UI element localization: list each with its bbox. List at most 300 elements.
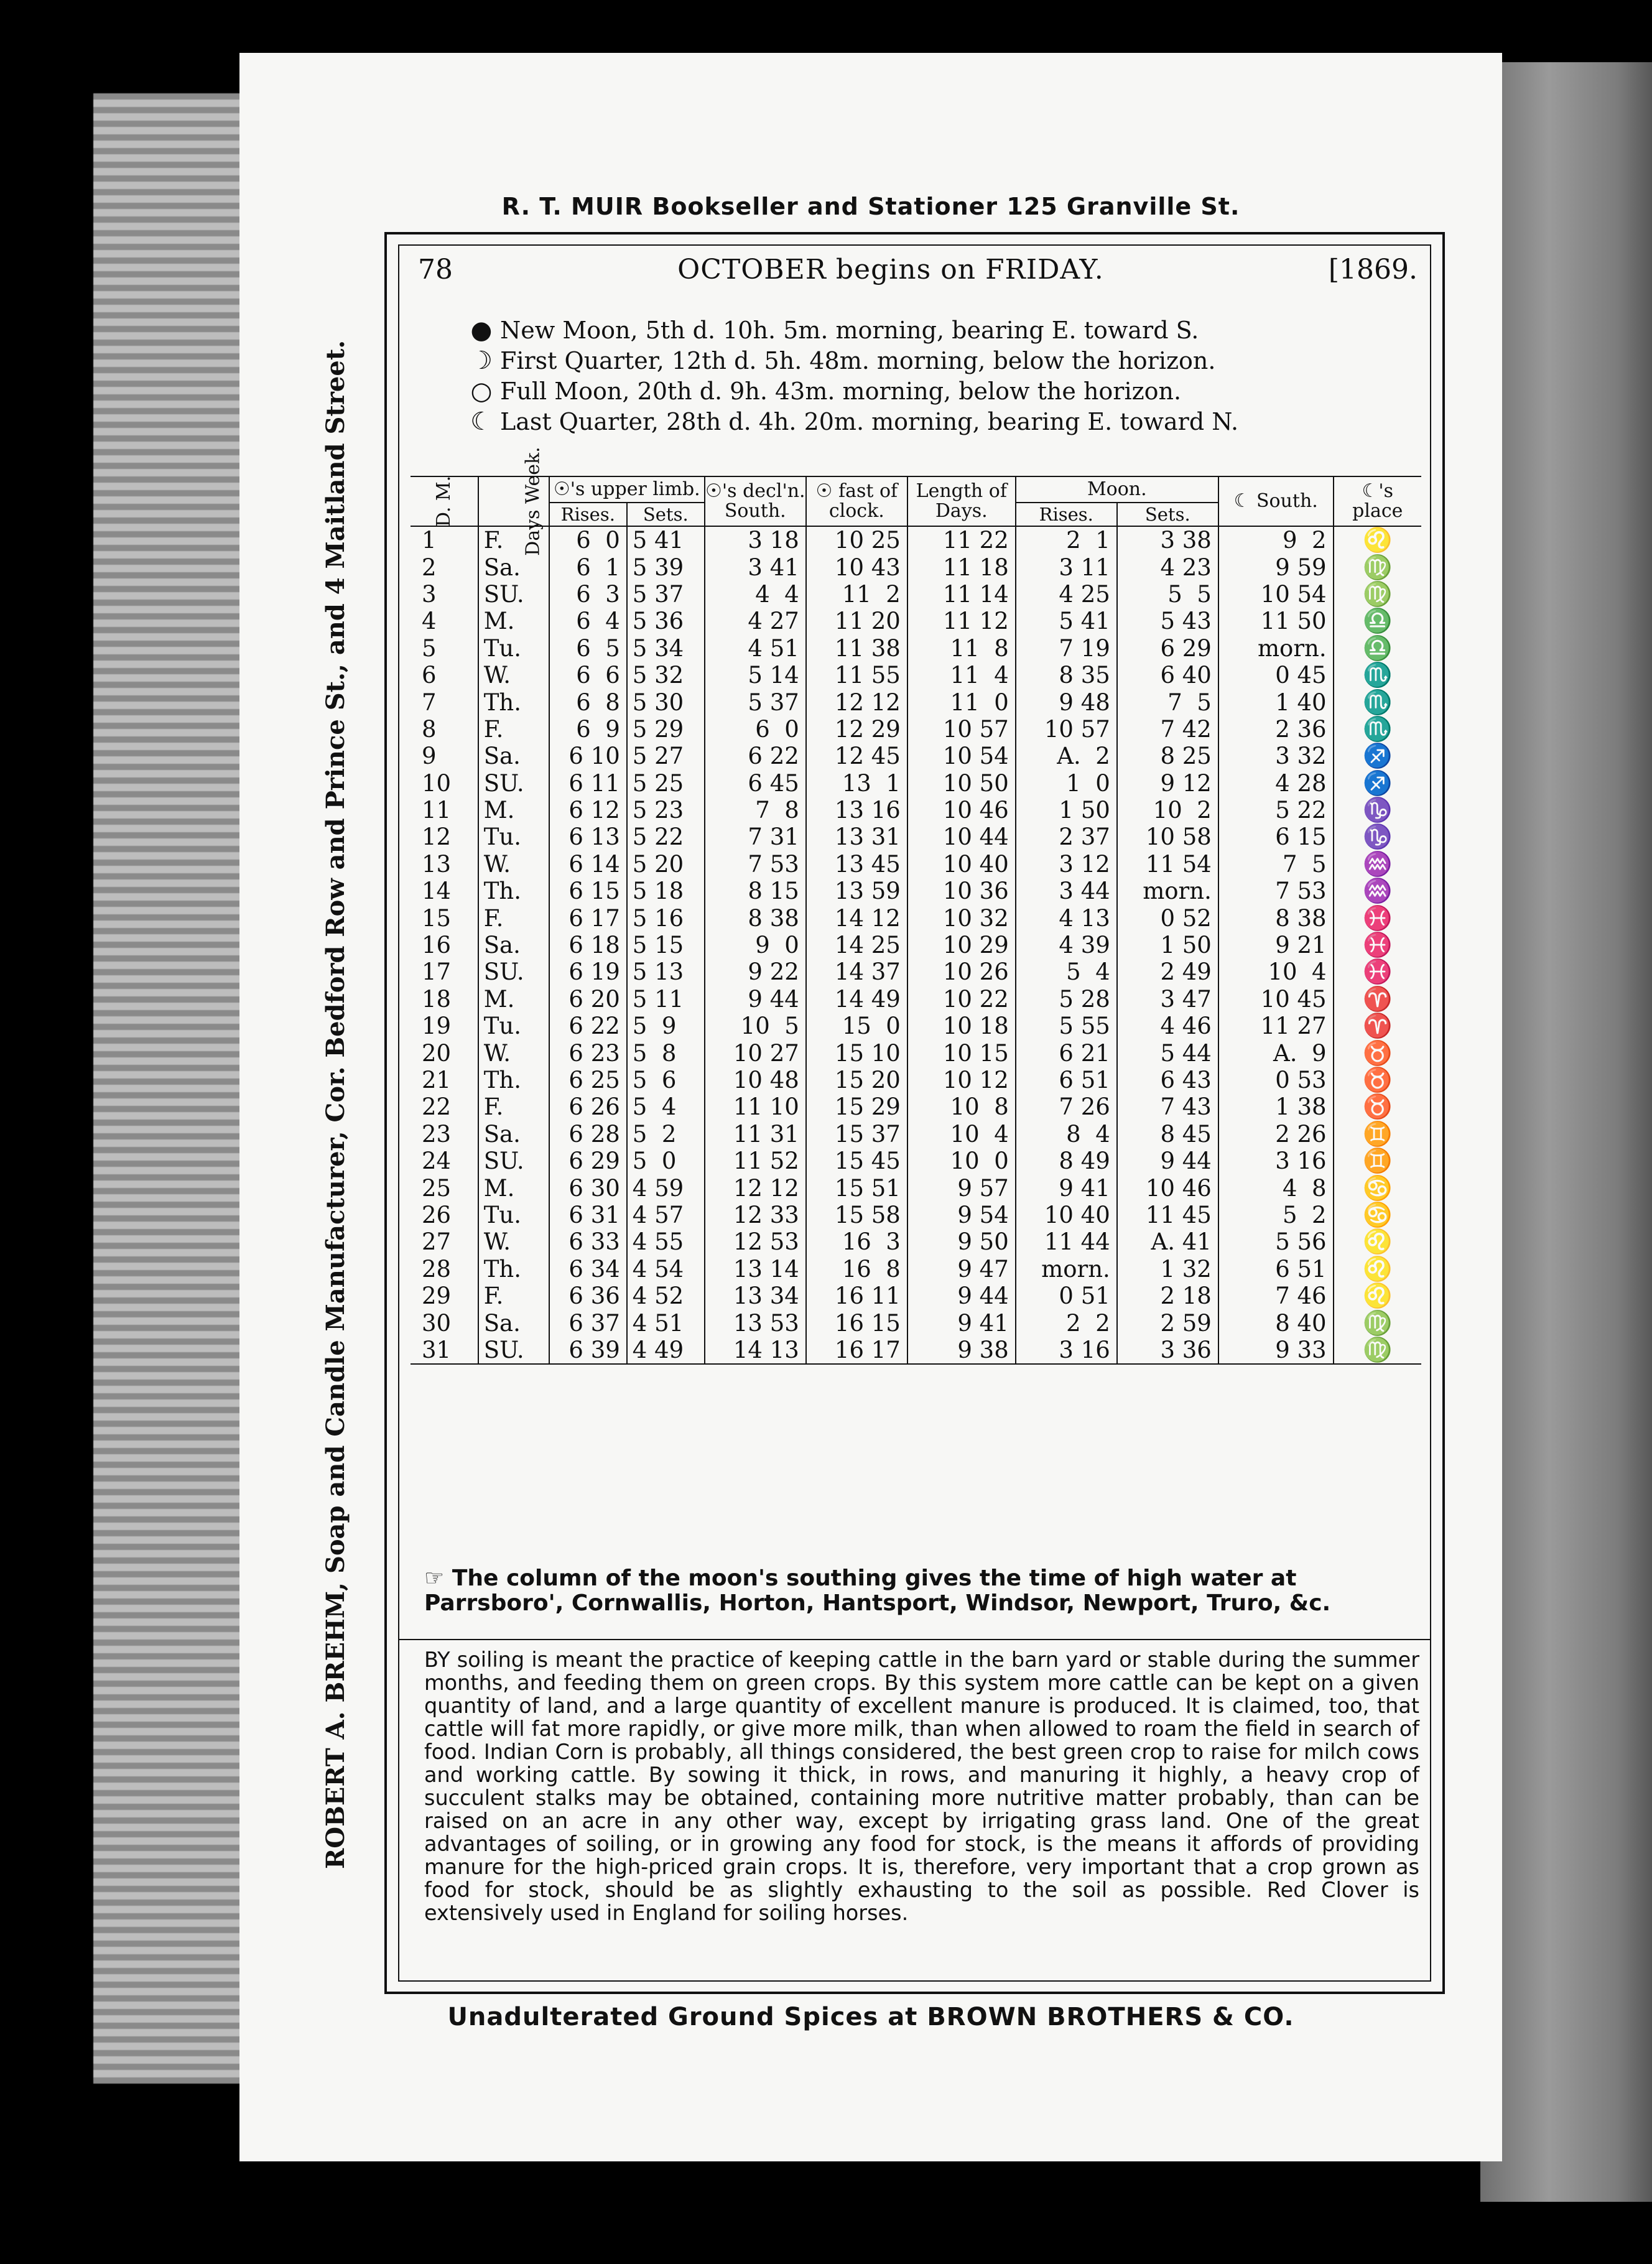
length-of-day-cell: 10 0 — [907, 1148, 1016, 1174]
sun-declination-cell: 4 27 — [705, 608, 806, 634]
moon-sets-cell: 6 40 — [1117, 662, 1218, 689]
sun-sets-cell: 4 57 — [627, 1202, 705, 1228]
sun-sets-cell: 5 8 — [627, 1039, 705, 1066]
day-of-week-cell: M. — [478, 1174, 549, 1201]
moon-south-cell: 10 54 — [1218, 581, 1334, 608]
sun-declination-cell: 6 0 — [705, 716, 806, 743]
day-of-week-cell: Sa. — [478, 1121, 549, 1148]
day-of-month-cell: 11 — [422, 797, 452, 824]
sun-rises-cell: 6 36 — [549, 1283, 627, 1309]
day-of-week-cell: Tu. — [478, 1013, 549, 1039]
sun-sets-cell: 5 20 — [627, 851, 705, 878]
moon-rises-cell: 11 44 — [1016, 1228, 1117, 1255]
phase-first-quarter — [468, 346, 1238, 376]
day-of-week-cell: W. — [478, 851, 549, 878]
length-of-day-cell: 10 29 — [907, 932, 1016, 958]
moon-south-cell: 2 36 — [1218, 716, 1334, 743]
moon-rises-cell: A. 2 — [1016, 743, 1117, 769]
moon-rises-cell: 3 11 — [1016, 554, 1117, 580]
sun-rises-cell: 6 0 — [549, 526, 627, 554]
moon-sets-cell: 7 42 — [1117, 716, 1218, 743]
length-of-day-cell: 11 4 — [907, 662, 1016, 689]
sun-sets-cell: 5 15 — [627, 932, 705, 958]
sun-rises-cell: 6 12 — [549, 797, 627, 823]
length-of-day-cell: 10 12 — [907, 1067, 1016, 1093]
almanac-frame — [384, 232, 1445, 1994]
day-of-week-cell: F. — [478, 1283, 549, 1309]
sun-fast-cell: 12 29 — [806, 716, 907, 743]
moon-sets-cell: A. 41 — [1117, 1228, 1218, 1255]
moon-sets-cell: 1 50 — [1117, 932, 1218, 958]
sun-sets-cell: 5 18 — [627, 878, 705, 904]
moon-south-cell: 9 2 — [1218, 526, 1334, 554]
table-row — [411, 635, 1421, 662]
table-row — [411, 1283, 1421, 1309]
moon-rises-cell: 5 4 — [1016, 958, 1117, 985]
sun-rises-cell: 6 34 — [549, 1256, 627, 1283]
sun-fast-cell: 15 37 — [806, 1121, 907, 1148]
day-of-month-cell: 19 — [422, 1013, 452, 1040]
sun-fast-cell: 13 59 — [806, 878, 907, 904]
sun-sets-cell: 5 4 — [627, 1093, 705, 1120]
day-of-month-cell: 1 — [422, 527, 437, 554]
day-of-month-cell: 5 — [422, 634, 437, 662]
day-of-month-cell: 15 — [422, 904, 452, 932]
sun-fast-cell: 15 58 — [806, 1202, 907, 1228]
col-sun-limb: ☉'s upper limb. — [549, 476, 705, 503]
sun-rises-cell: 6 14 — [549, 851, 627, 878]
sun-fast-cell: 15 51 — [806, 1174, 907, 1201]
moon-rises-cell: 7 26 — [1016, 1093, 1117, 1120]
sun-rises-cell: 6 9 — [549, 716, 627, 743]
sun-declination-cell: 8 38 — [705, 904, 806, 931]
moon-south-cell: 1 38 — [1218, 1093, 1334, 1120]
table-row — [411, 770, 1421, 797]
moon-south-cell: 5 2 — [1218, 1202, 1334, 1228]
moon-rises-cell: 8 4 — [1016, 1121, 1117, 1148]
phase-text: New Moon, 5th d. 10h. 5m. morning, bearing E. toward S. — [500, 317, 1199, 344]
moon-south-cell: 8 38 — [1218, 904, 1334, 931]
moon-place-cell: ♓ — [1334, 932, 1421, 958]
moon-rises-cell: 2 37 — [1016, 823, 1117, 850]
sun-declination-cell: 4 51 — [705, 635, 806, 662]
day-of-month-cell: 18 — [422, 985, 452, 1013]
sun-sets-cell: 4 54 — [627, 1256, 705, 1283]
sun-fast-cell: 15 20 — [806, 1067, 907, 1093]
moon-place-cell: ♌ — [1334, 526, 1421, 554]
sun-fast-cell: 16 17 — [806, 1337, 907, 1364]
sun-fast-cell: 15 29 — [806, 1093, 907, 1120]
moon-sets-cell: 1 32 — [1117, 1256, 1218, 1283]
almanac-inner-frame — [398, 244, 1431, 1982]
sun-rises-cell: 6 20 — [549, 986, 627, 1013]
moon-place-cell: ♎ — [1334, 635, 1421, 662]
divider — [399, 1639, 1430, 1640]
sun-declination-cell: 11 31 — [705, 1121, 806, 1148]
day-of-month-cell: 26 — [422, 1201, 452, 1228]
moon-rises-cell: 8 49 — [1016, 1148, 1117, 1174]
sun-fast-cell: 16 8 — [806, 1256, 907, 1283]
day-of-week-cell: F. — [478, 1093, 549, 1120]
sun-fast-cell: 14 12 — [806, 904, 907, 931]
footer-advert: Unadulterated Ground Spices at BROWN BROTHERS & CO. — [447, 2003, 1294, 2031]
sun-declination-cell: 7 8 — [705, 797, 806, 823]
sun-sets-cell: 5 39 — [627, 554, 705, 580]
sun-rises-cell: 6 3 — [549, 581, 627, 608]
day-of-week-cell: Sa. — [478, 554, 549, 580]
table-row — [411, 1067, 1421, 1093]
moon-rises-cell: 5 41 — [1016, 608, 1117, 634]
sun-rises-cell: 6 8 — [549, 689, 627, 715]
length-of-day-cell: 10 8 — [907, 1093, 1016, 1120]
moon-rises-cell: 10 57 — [1016, 716, 1117, 743]
col-fast-of-clock: ☉ fast of clock. — [806, 476, 907, 526]
sun-rises-cell: 6 1 — [549, 554, 627, 580]
moon-sets-cell: 3 47 — [1117, 986, 1218, 1013]
sun-fast-cell: 11 55 — [806, 662, 907, 689]
sun-fast-cell: 10 25 — [806, 526, 907, 554]
length-of-day-cell: 10 54 — [907, 743, 1016, 769]
sun-declination-cell: 10 5 — [705, 1013, 806, 1039]
sun-rises-cell: 6 28 — [549, 1121, 627, 1148]
day-of-week-cell: W. — [478, 1039, 549, 1066]
header-row — [411, 476, 1421, 503]
day-of-month-cell: 6 — [422, 662, 437, 689]
moon-south-cell: 3 32 — [1218, 743, 1334, 769]
length-of-day-cell: 10 46 — [907, 797, 1016, 823]
day-of-month-cell: 3 — [422, 580, 437, 608]
day-of-month-cell: 29 — [422, 1283, 452, 1310]
day-of-week-cell: Th. — [478, 1067, 549, 1093]
day-of-month-cell: 7 — [422, 689, 437, 716]
moon-place-cell: ♍ — [1334, 581, 1421, 608]
moon-place-cell: ♑ — [1334, 823, 1421, 850]
moon-south-cell: 9 59 — [1218, 554, 1334, 580]
length-of-day-cell: 10 40 — [907, 851, 1016, 878]
day-of-month-cell: 23 — [422, 1120, 452, 1148]
sun-sets-cell: 5 23 — [627, 797, 705, 823]
moon-south-cell: 8 40 — [1218, 1309, 1334, 1336]
sun-declination-cell: 6 22 — [705, 743, 806, 769]
table-row — [411, 1121, 1421, 1148]
moon-place-cell: ♏ — [1334, 716, 1421, 743]
table-row — [411, 608, 1421, 634]
day-of-week-cell: W. — [478, 662, 549, 689]
length-of-day-cell: 11 22 — [907, 526, 1016, 554]
sun-fast-cell: 13 16 — [806, 797, 907, 823]
moon-rises-cell: 7 19 — [1016, 635, 1117, 662]
sun-sets-cell: 5 34 — [627, 635, 705, 662]
moon-place-cell: ♎ — [1334, 608, 1421, 634]
sun-fast-cell: 10 43 — [806, 554, 907, 580]
moon-south-cell: 10 45 — [1218, 986, 1334, 1013]
moon-sets-cell: 5 44 — [1117, 1039, 1218, 1066]
table-row — [411, 1093, 1421, 1120]
sun-declination-cell: 14 13 — [705, 1337, 806, 1364]
sun-rises-cell: 6 30 — [549, 1174, 627, 1201]
table-row — [411, 581, 1421, 608]
moon-place-cell: ♒ — [1334, 878, 1421, 904]
sun-fast-cell: 13 31 — [806, 823, 907, 850]
moon-sets-cell: 2 59 — [1117, 1309, 1218, 1336]
length-of-day-cell: 10 36 — [907, 878, 1016, 904]
moon-place-cell: ♋ — [1334, 1174, 1421, 1201]
table-row — [411, 554, 1421, 580]
sun-sets-cell: 5 22 — [627, 823, 705, 850]
sun-fast-cell: 15 0 — [806, 1013, 907, 1039]
moon-sets-cell: 3 36 — [1117, 1337, 1218, 1364]
title-row — [418, 252, 1418, 287]
sun-rises-cell: 6 33 — [549, 1228, 627, 1255]
sun-declination-cell: 10 48 — [705, 1067, 806, 1093]
day-of-week-cell: SU. — [478, 1337, 549, 1364]
adjacent-pages-right — [1480, 62, 1652, 2202]
tide-note-text: The column of the moon's southing gives the time of high water at Parrsboro', Cornwallis, Horton, Hantsport, Windsor, Newport, Truro, &c. — [424, 1566, 1331, 1616]
sun-sets-cell: 5 25 — [627, 770, 705, 797]
table-row — [411, 932, 1421, 958]
day-of-month-cell: 31 — [411, 1337, 478, 1364]
moon-sets-cell: 10 58 — [1117, 823, 1218, 850]
sun-sets-cell: 4 55 — [627, 1228, 705, 1255]
moon-place-cell: ♋ — [1334, 1202, 1421, 1228]
moon-south-cell: 10 4 — [1218, 958, 1334, 985]
moon-place-cell: ♍ — [1334, 554, 1421, 580]
moon-sets-cell: 4 23 — [1117, 554, 1218, 580]
length-of-day-cell: 9 41 — [907, 1309, 1016, 1336]
day-of-month-cell: 14 — [422, 878, 452, 905]
length-of-day-cell: 9 47 — [907, 1256, 1016, 1283]
moon-place-cell: ♓ — [1334, 958, 1421, 985]
sun-declination-cell: 12 33 — [705, 1202, 806, 1228]
moon-south-cell: 4 8 — [1218, 1174, 1334, 1201]
day-of-month-cell: 27 — [422, 1228, 452, 1256]
moon-sets-cell: 9 44 — [1117, 1148, 1218, 1174]
length-of-day-cell: 9 57 — [907, 1174, 1016, 1201]
moon-rises-cell: 5 55 — [1016, 1013, 1117, 1039]
moon-sets-cell: 5 43 — [1117, 608, 1218, 634]
day-of-week-cell: Tu. — [478, 635, 549, 662]
table-row — [411, 716, 1421, 743]
moon-south-cell: 6 51 — [1218, 1256, 1334, 1283]
phase-new-moon — [468, 315, 1238, 346]
day-of-week-cell: F. — [478, 526, 549, 554]
sun-sets-cell: 4 51 — [627, 1309, 705, 1336]
moon-sets-cell: 8 25 — [1117, 743, 1218, 769]
moon-sets-cell: 0 52 — [1117, 904, 1218, 931]
sun-rises-cell: 6 29 — [549, 1148, 627, 1174]
page-number: 78 — [418, 253, 453, 285]
sun-declination-cell: 9 22 — [705, 958, 806, 985]
moon-place-cell: ♑ — [1334, 797, 1421, 823]
sun-rises-cell: 6 19 — [549, 958, 627, 985]
moon-south-cell: 7 53 — [1218, 878, 1334, 904]
moon-place-cell: ♍ — [1334, 1337, 1421, 1364]
table-row — [411, 1013, 1421, 1039]
moon-south-cell: 2 26 — [1218, 1121, 1334, 1148]
day-of-month-cell: 16 — [422, 932, 452, 959]
day-of-week-cell: Sa. — [478, 1309, 549, 1336]
sun-rises-cell: 6 4 — [549, 608, 627, 634]
col-sun-sets: Sets. — [627, 503, 705, 526]
day-of-week-cell: SU. — [478, 958, 549, 985]
moon-place-cell: ♐ — [1334, 743, 1421, 769]
moon-rises-cell: 4 25 — [1016, 581, 1117, 608]
sun-declination-cell: 3 18 — [705, 526, 806, 554]
sun-sets-cell: 5 6 — [627, 1067, 705, 1093]
table-row — [411, 1174, 1421, 1201]
day-of-week-cell: Th. — [478, 878, 549, 904]
almanac-rows — [411, 526, 1421, 1364]
pointing-hand-icon: ☞ — [424, 1566, 445, 1591]
sun-declination-cell: 13 34 — [705, 1283, 806, 1309]
col-declination: ☉'s decl'n. South. — [705, 476, 806, 526]
length-of-day-cell: 10 15 — [907, 1039, 1016, 1066]
sun-sets-cell: 5 37 — [627, 581, 705, 608]
sun-fast-cell: 13 1 — [806, 770, 907, 797]
moon-place-cell: ♉ — [1334, 1067, 1421, 1093]
sun-fast-cell: 13 45 — [806, 851, 907, 878]
moon-south-cell: A. 9 — [1218, 1039, 1334, 1066]
sun-declination-cell: 7 31 — [705, 823, 806, 850]
day-of-week-cell: F. — [478, 904, 549, 931]
table-row — [411, 878, 1421, 904]
moon-rises-cell: 1 50 — [1016, 797, 1117, 823]
day-of-week-cell: F. — [478, 716, 549, 743]
moon-place-cell: ♌ — [1334, 1256, 1421, 1283]
sun-fast-cell: 16 15 — [806, 1309, 907, 1336]
moon-sets-cell: 7 43 — [1117, 1093, 1218, 1120]
moon-rises-cell: 10 40 — [1016, 1202, 1117, 1228]
moon-place-cell: ♈ — [1334, 1013, 1421, 1039]
moon-south-cell: 4 28 — [1218, 770, 1334, 797]
moon-south-cell: 5 56 — [1218, 1228, 1334, 1255]
moon-sets-cell: 6 29 — [1117, 635, 1218, 662]
sun-sets-cell: 5 13 — [627, 958, 705, 985]
table-row — [411, 1039, 1421, 1066]
col-dm: D. M. — [411, 476, 478, 526]
sun-sets-cell: 4 59 — [627, 1174, 705, 1201]
table-row — [411, 797, 1421, 823]
col-moon-sets: Sets. — [1117, 503, 1218, 526]
day-of-month-cell: 4 — [422, 608, 437, 635]
sun-sets-cell: 5 16 — [627, 904, 705, 931]
sun-declination-cell: 4 4 — [705, 581, 806, 608]
moon-rises-cell: 0 51 — [1016, 1283, 1117, 1309]
sun-declination-cell: 12 12 — [705, 1174, 806, 1201]
sun-rises-cell: 6 5 — [549, 635, 627, 662]
sun-sets-cell: 5 9 — [627, 1013, 705, 1039]
moon-rises-cell: 6 51 — [1016, 1067, 1117, 1093]
moon-sets-cell: 7 5 — [1117, 689, 1218, 715]
moon-sets-cell: 11 45 — [1117, 1202, 1218, 1228]
moon-south-cell: 9 21 — [1218, 932, 1334, 958]
moon-place-cell: ♌ — [1334, 1228, 1421, 1255]
day-of-month-cell: 25 — [422, 1174, 452, 1202]
phase-full-moon — [468, 376, 1238, 407]
moon-place-cell: ♍ — [1334, 1309, 1421, 1336]
sun-rises-cell: 6 23 — [549, 1039, 627, 1066]
moon-south-cell: 5 22 — [1218, 797, 1334, 823]
moon-sets-cell: 2 18 — [1117, 1283, 1218, 1309]
moon-place-cell: ♈ — [1334, 986, 1421, 1013]
sun-declination-cell: 11 10 — [705, 1093, 806, 1120]
sun-rises-cell: 6 22 — [549, 1013, 627, 1039]
sun-fast-cell: 11 38 — [806, 635, 907, 662]
sun-declination-cell: 5 14 — [705, 662, 806, 689]
length-of-day-cell: 9 50 — [907, 1228, 1016, 1255]
sun-fast-cell: 12 45 — [806, 743, 907, 769]
length-of-day-cell: 10 22 — [907, 986, 1016, 1013]
day-of-week-cell: Sa. — [478, 743, 549, 769]
sun-sets-cell: 4 49 — [627, 1337, 705, 1364]
sun-rises-cell: 6 15 — [549, 878, 627, 904]
sun-declination-cell: 8 15 — [705, 878, 806, 904]
sun-rises-cell: 6 11 — [549, 770, 627, 797]
col-moon: Moon. — [1016, 476, 1218, 503]
sun-fast-cell: 15 45 — [806, 1148, 907, 1174]
length-of-day-cell: 10 50 — [907, 770, 1016, 797]
table-row — [411, 689, 1421, 715]
moon-sets-cell: 10 2 — [1117, 797, 1218, 823]
day-of-week-cell: Th. — [478, 1256, 549, 1283]
moon-rises-cell: 6 21 — [1016, 1039, 1117, 1066]
almanac-table — [411, 447, 1421, 1365]
length-of-day-cell: 10 18 — [907, 1013, 1016, 1039]
table-row — [411, 662, 1421, 689]
table-row — [411, 1148, 1421, 1174]
day-of-month-cell: 10 — [422, 769, 452, 797]
day-of-week-cell: M. — [478, 986, 549, 1013]
col-moon-rises: Rises. — [1016, 503, 1117, 526]
moon-south-cell: 3 16 — [1218, 1148, 1334, 1174]
sun-fast-cell: 12 12 — [806, 689, 907, 715]
day-of-month-cell: 13 — [422, 850, 452, 878]
soiling-paragraph: BY soiling is meant the practice of keeping cattle in the barn yard or stable during the summer months, and feeding them on green crops. By this system more cattle can be kept on a given quantity of land, and a large quantity of excellent manure is produced. It is claimed, too, that cattle will fat more rapidly, or give more milk, than when allowed to roam the field in search of food. Indian Corn is probably, all things considered, the best green crop to raise for milch cows and working cattle. By sowing it thick, in rows, and manuring it highly, a heavy crop of succulent stalks may be obtained, containing more nutritive matter probably, than can be raised on an acre in any other way, except by irrigating grass land. One of the great advantages of soiling, or in growing any food for stock, is the means it affords of providing manure for the high-priced grain crops. It is, therefore, very important that a crop grown as food for stock, should be as slightly exhausting to the soil as possible. Red Clover is extensively used in England for soiling horses. — [424, 1648, 1419, 1925]
table-row — [411, 526, 1421, 554]
length-of-day-cell: 10 44 — [907, 823, 1016, 850]
moon-rises-cell: 4 39 — [1016, 932, 1117, 958]
moon-place-cell: ♌ — [1334, 1283, 1421, 1309]
sun-sets-cell: 5 30 — [627, 689, 705, 715]
col-sun-rises: Rises. — [549, 503, 627, 526]
moon-place-cell: ♉ — [1334, 1039, 1421, 1066]
moon-sets-cell: 6 43 — [1117, 1067, 1218, 1093]
table-row — [411, 1228, 1421, 1255]
first-quarter-icon: ☽ — [470, 346, 493, 375]
moon-place-cell: ♊ — [1334, 1148, 1421, 1174]
length-of-day-cell: 11 14 — [907, 581, 1016, 608]
table-row — [411, 1337, 1421, 1364]
moon-south-cell: 0 53 — [1218, 1067, 1334, 1093]
sun-declination-cell: 13 14 — [705, 1256, 806, 1283]
sun-sets-cell: 5 29 — [627, 716, 705, 743]
length-of-day-cell: 10 26 — [907, 958, 1016, 985]
moon-south-cell: 7 5 — [1218, 851, 1334, 878]
sun-fast-cell: 14 25 — [806, 932, 907, 958]
table-row — [411, 904, 1421, 931]
moon-sets-cell: 9 12 — [1117, 770, 1218, 797]
moon-place-cell: ♒ — [1334, 851, 1421, 878]
sun-rises-cell: 6 10 — [549, 743, 627, 769]
day-of-week-cell: SU. — [478, 770, 549, 797]
day-of-month-cell: 21 — [422, 1067, 452, 1093]
moon-sets-cell: morn. — [1117, 878, 1218, 904]
sun-rises-cell: 6 26 — [549, 1093, 627, 1120]
sun-sets-cell: 5 32 — [627, 662, 705, 689]
page-title: OCTOBER begins on FRIDAY. — [677, 253, 1104, 285]
length-of-day-cell: 11 0 — [907, 689, 1016, 715]
table-row — [411, 1256, 1421, 1283]
